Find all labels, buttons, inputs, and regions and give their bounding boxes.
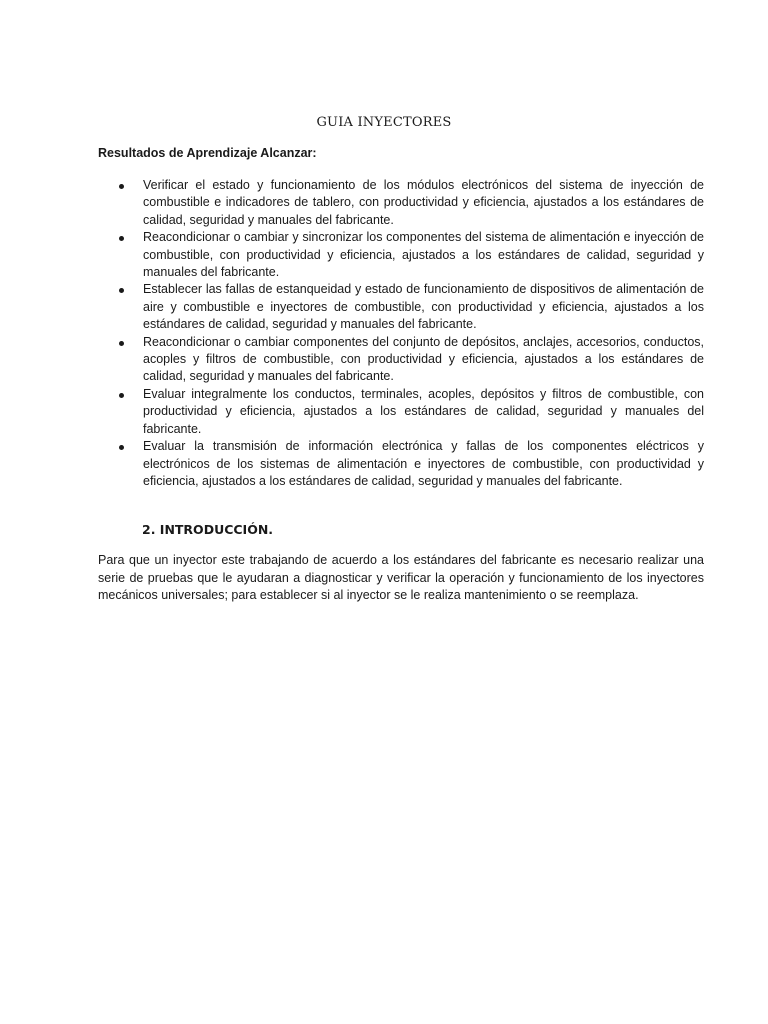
learning-outcomes-list (98, 177, 704, 490)
document-title: GUIA INYECTORES (316, 115, 452, 130)
introduction-paragraph: Para que un inyector este trabajando de acuerdo a los estándares del fabricante es necesario realizar una serie de pruebas que le ayudaran a diagnosticar y verificar la operación y funcionamiento de los inyectores mecánicos universales; para establecer si al inyector se le realiza mantenimiento o se reemplaza. (98, 553, 704, 603)
bullet-icon (119, 393, 124, 398)
list-item (98, 386, 704, 438)
bullet-icon (119, 341, 124, 346)
list-item (98, 438, 704, 490)
list-item-text: Evaluar integralmente los conductos, terminales, acoples, depósitos y filtros de combustible, con productividad y eficiencia, ajustados a los estándares de calidad, seguridad y manuales del fabricante. (143, 386, 704, 436)
list-item (98, 177, 704, 229)
list-item-text: Evaluar la transmisión de información electrónica y fallas de los componentes eléctricos y electrónicos de los sistemas de alimentación e inyectores de combustible, con productividad y eficiencia, ajustados a los estándares de calidad, seguridad y manuales del fabricante. (143, 439, 704, 488)
learning-outcomes-heading: Resultados de Aprendizaje Alcanzar: (98, 146, 317, 160)
introduction-heading: 2. INTRODUCCIÓN. (142, 522, 274, 537)
bullet-icon (119, 288, 124, 293)
bullet-icon (119, 445, 124, 450)
list-item (98, 334, 704, 386)
list-item (98, 229, 704, 281)
list-item-text: Verificar el estado y funcionamiento de los módulos electrónicos del sistema de inyección de combustible e indicadores de tablero, con productividad y eficiencia, ajustados a los estándares de calidad, seguridad y manuales del fabricante. (143, 178, 704, 227)
bullet-icon (119, 184, 124, 189)
list-item-text: Reacondicionar o cambiar y sincronizar los componentes del sistema de alimentación e inyección de combustible, con productividad y eficiencia, ajustados a los estándares de calidad, seguridad y manuales del fabricante. (143, 230, 704, 280)
list-item-text: Reacondicionar o cambiar componentes del conjunto de depósitos, anclajes, accesorios, conductos, acoples y filtros de combustible, con productividad y eficiencia, ajustados a los estándares de calidad, seguridad y manuales del fabricante. (143, 334, 704, 384)
bullet-icon (119, 236, 124, 241)
list-item (98, 281, 704, 333)
list-item-text: Establecer las fallas de estanqueidad y estado de funcionamiento de dispositivos de alimentación de aire y combustible e inyectores de combustible, con productividad y eficiencia, ajustados a los estándares de calidad, seguridad y manuales del fabricante. (143, 282, 704, 332)
